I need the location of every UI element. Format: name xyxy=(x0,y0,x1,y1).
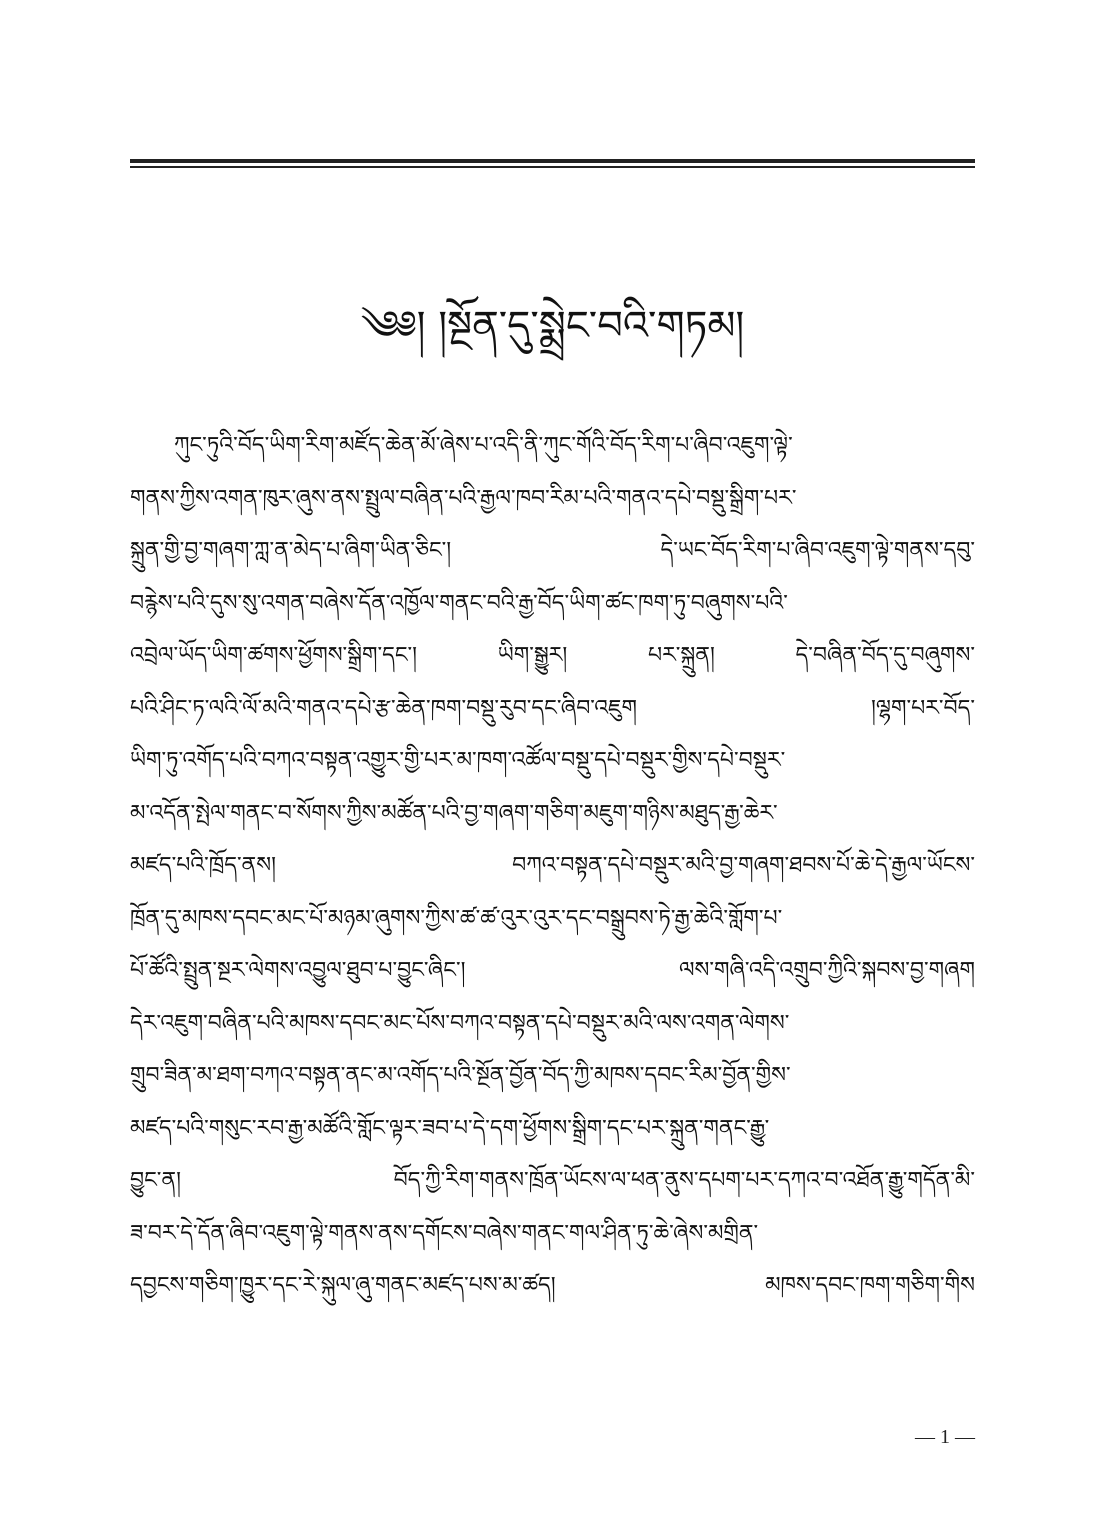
text-line: སྐྲུན་གྱི་བྱ་གཞག་ཀླ་ན་མེད་པ་ཞིག་ཡིན་ཅིང་། དེ་ཡང་བོད་རིག་པ་ཞིབ་འཇུག་ལྟེ་གནས་དབུ་ xyxy=(130,538,975,563)
header-rule-thin xyxy=(130,166,975,168)
text-line: ཁྲོན་དུ་མཁས་དབང་མང་པོ་མཉམ་ཞུགས་ཀྱིས་ཚ་ཚ་འུར་འུར་དང་བསྒྲུབས་ཏེ་རྒྱ་ཆེའི་གློག་པ་ xyxy=(130,905,783,931)
header-double-rule xyxy=(130,159,975,168)
text-line: ཡིག་ཏུ་འགོད་པའི་བཀའ་བསྟན་འགྱུར་གྱི་པར་མ་ཁག་འཚོལ་བསྡུ་དཔེ་བསྡུར་གྱིས་དཔེ་བསྡུར་ xyxy=(130,748,786,773)
text-line: ཟ་བར་དེ་དོན་ཞིབ་འཇུག་ལྟེ་གནས་ནས་དགོངས་བཞེས་གནང་གལ་ཤིན་ཏུ་ཆེ་ཞེས་མགྲིན་ xyxy=(130,1220,759,1246)
text-line: གནས་ཀྱིས་འགན་ཁུར་ཞུས་ནས་སྤྲུལ་བཞིན་པའི་རྒྱལ་ཁབ་རིམ་པའི་གནའ་དཔེ་བསྡུ་སྒྲིག་པར་ xyxy=(130,485,797,511)
text-line: དེར་འཇུག་བཞིན་པའི་མཁས་དབང་མང་པོས་བཀའ་བསྟན་དཔེ་བསྡུར་མའི་ལས་འགན་ལེགས་ xyxy=(130,1010,790,1036)
text-line: འབྲེལ་ཡོད་ཡིག་ཚགས་ཕྱོགས་སྒྲིག་དང་། ཡིག་སྒྱུར། པར་སྐྲུན། དེ་བཞིན་བོད་དུ་བཞུགས་ xyxy=(130,643,975,668)
text-line: མ་འདོན་སྤེལ་གནང་བ་སོགས་ཀྱིས་མཚོན་པའི་བྱ་གཞག་གཅིག་མཇུག་གཉིས་མཐུད་རྒྱ་ཆེར་ xyxy=(130,800,778,826)
text-line: པའི་ཤིང་ཏ་ལའི་ལོ་མའི་གནའ་དཔེ་རྩ་ཆེན་ཁག་བསྡུ་རུབ་དང་ཞིབ་འཇུག །ལྷག་པར་བོད་ xyxy=(130,695,975,721)
header-rule-thick xyxy=(130,159,975,163)
body-text xyxy=(130,420,975,1313)
text-line: མཛད་པའི་ཁྲོད་ནས། བཀའ་བསྟན་དཔེ་བསྡུར་མའི་བྱ་གཞག་ཐབས་པོ་ཆེ་དེ་རྒྱལ་ཡོངས་ xyxy=(130,853,975,878)
page-number: — 1 — xyxy=(915,1426,975,1448)
text-line: གྲུབ་ཟིན་མ་ཐག་བཀའ་བསྟན་ནང་མ་འགོད་པའི་སྔོན་བྱོན་བོད་ཀྱི་མཁས་དབང་རིམ་བྱོན་གྱིས་ xyxy=(130,1063,791,1088)
text-line: བརྙེས་པའི་དུས་སུ་འགན་བཞེས་དོན་འཁྱོལ་གནང་བའི་རྒྱ་བོད་ཡིག་ཚང་ཁག་ཏུ་བཞུགས་པའི་ xyxy=(130,590,788,616)
text-line: མཛད་པའི་གསུང་རབ་རྒྱ་མཚོའི་གློང་ལྟར་ཟབ་པ་དེ་དག་ཕྱོགས་སྒྲིག་དང་པར་སྐྲུན་གནང་རྒྱུ་ xyxy=(130,1115,770,1141)
text-line: པོ་ཚོའི་སྤྲུན་སྔར་ལེགས་འབྱུལ་ཐུབ་པ་བྱུང་ཞིང་། ལས་གཞི་འདི་འགྲུབ་ཀྱིའི་སྐབས་བྱ་གཞག xyxy=(130,958,975,983)
text-line: ཀུང་ཏུའི་བོད་ཡིག་རིག་མཛོད་ཆེན་མོ་ཞེས་པ་འདི་ནི་ཀུང་གོའི་བོད་རིག་པ་ཞིབ་འཇུག་ལྟེ་ xyxy=(174,433,793,458)
text-line: དབྱངས་གཅིག་ཁྱུར་དང་རེ་སྐུལ་ཞུ་གནང་མཛད་པས་མ་ཚད། མཁས་དབང་ཁག་གཅིག་གིས xyxy=(130,1273,975,1298)
text-line: བྱུང་ན། བོད་ཀྱི་རིག་གནས་ཁྲོན་ཡོངས་ལ་ཕན་ནུས་དཔག་པར་དཀའ་བ་འཐོན་རྒྱུ་གདོན་མི་ xyxy=(130,1168,975,1193)
page-title: ༄༅། །སྔོན་དུ་སྨྲེང་བའི་གཏམ། xyxy=(360,303,745,349)
